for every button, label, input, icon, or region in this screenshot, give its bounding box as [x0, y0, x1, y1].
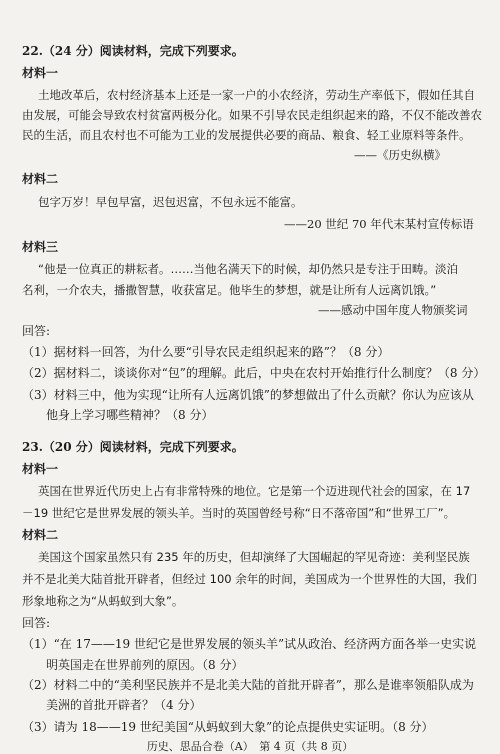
q23-question-3: （3）请为 18——19 世纪美国“从蚂蚁到大象”的论点提供史实证明。（8 分）: [22, 720, 434, 734]
q22-answer-label: 回答:: [22, 324, 51, 338]
q22-material2-label: 材料二: [22, 172, 59, 186]
q22-material1-line: 民的生活，而且农村也不可能为工业的发展提供必要的商品、粮食、轻工业原料等条件。: [22, 128, 471, 142]
q22-material2-source: ——20 世纪 70 年代末某村宣传标语: [284, 217, 474, 231]
q22-material1-label: 材料一: [22, 66, 59, 80]
q23-material1-line: －19 世纪它是世界发展的领头羊。当时的英国曾经号称“日不落帝国”和“世界工厂”。: [22, 506, 456, 520]
q23-material2-label: 材料二: [22, 528, 59, 542]
q23-material2-line: 美国这个国家虽然只有 235 年的历史，但却演绎了大国崛起的罕见奇迹：美利坚民族: [38, 550, 470, 564]
q22-material3-line: “他是一位真正的耕耘者。……当他名满天下的时候，却仍然只是专注于田畴。淡泊: [38, 262, 458, 276]
q23-question-2-cont: 美洲的首批开辟者？（4 分）: [46, 698, 202, 712]
q22-title: 22.（24 分）阅读材料，完成下列要求。: [22, 44, 244, 58]
q22-material3-source: ——感动中国年度人物颁奖词: [318, 303, 468, 317]
q23-question-1-cont: 明英国走在世界前列的原因。（8 分）: [46, 658, 244, 672]
q22-question-3-cont: 他身上学习哪些精神？（8 分）: [46, 408, 214, 422]
q23-title: 23.（20 分）阅读材料，完成下列要求。: [22, 440, 244, 454]
page-footer: [0, 738, 500, 754]
q22-material2-line: 包字万岁！早包早富，迟包迟富，不包永远不能富。: [38, 195, 303, 209]
q22-material1-line: 土地改革后，农村经济基本上还是一家一户的小农经济，劳动生产率低下，假如任其自: [38, 88, 475, 102]
q23-question-1: （1）“在 17——19 世纪它是世界发展的领头羊”试从政治、经济两方面各举一史实说: [22, 637, 477, 651]
q22-material1-source: ——《历史纵横》: [354, 148, 446, 162]
page-footer-text: 历史、思品合卷（A） 第 4 页（共 8 页）: [146, 740, 354, 753]
q22-question-2: （2）据材料二，谈谈你对“包”的理解。此后，中央在农村开始推行什么制度？（8 分）: [22, 366, 486, 380]
q23-material1-line: 英国在世界近代历史上占有非常特殊的地位。它是第一个迈进现代社会的国家，在 17: [38, 484, 471, 498]
q22-question-3: （3）材料三中，他为实现“让所有人远离饥饿”的梦想做出了什么贡献？你认为应该从: [22, 388, 474, 402]
q23-material2-line: 形象地称之为“从蚂蚁到大象”。: [22, 594, 184, 608]
q23-answer-label: 回答:: [22, 616, 51, 630]
q22-material3-label: 材料三: [22, 240, 59, 254]
q23-material2-line: 并不是北美大陆首批开辟者，但经过 100 余年的时间，美国成为一个世界性的大国，我们: [22, 572, 477, 586]
q23-question-2: （2）材料二中的“美利坚民族并不是北美大陆的首批开辟者”，那么是谁率领船队成为: [22, 678, 474, 692]
q23-material1-label: 材料一: [22, 462, 59, 476]
q22-material1-line: 由发展，可能会导致农村贫富两极分化。如果不引导农民走组织起来的路，不仅不能改善农: [22, 108, 482, 122]
q22-question-1: （1）据材料一回答，为什么要“引导农民走组织起来的路”？（8 分）: [22, 345, 390, 359]
q22-material3-line: 名利，一介农夫，播撒智慧，收获富足。他毕生的梦想，就是让所有人远离饥饿。”: [22, 283, 437, 297]
